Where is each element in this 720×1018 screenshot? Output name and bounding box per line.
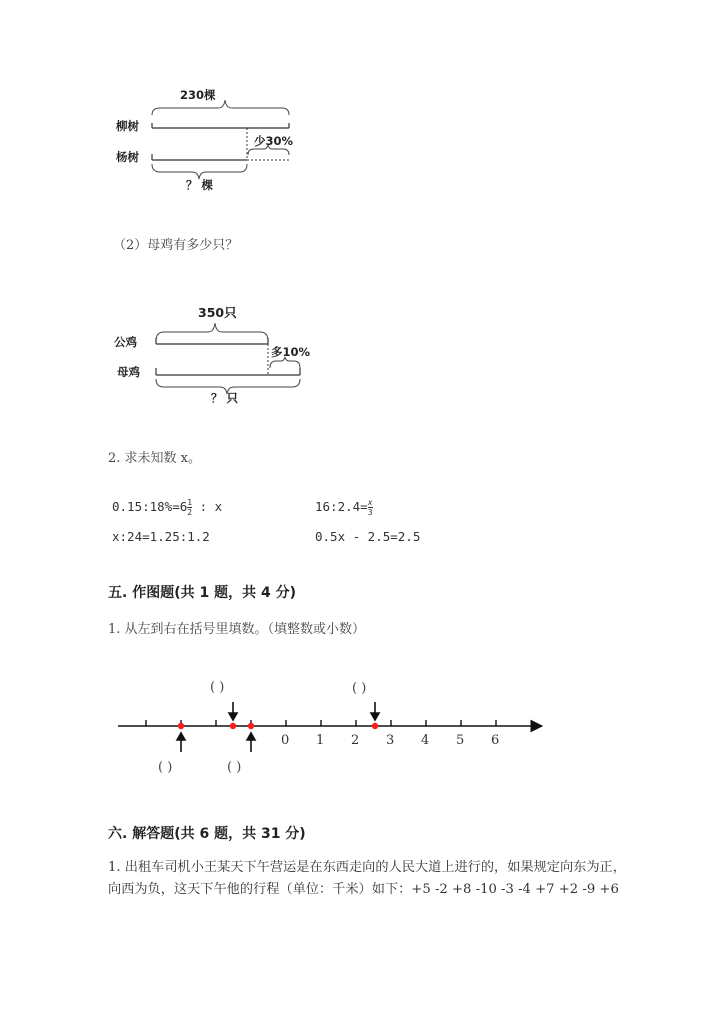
- tick-label-3: 3: [386, 733, 395, 748]
- question-2: （2）母鸡有多少只？: [113, 238, 239, 253]
- equation-3: x:24=1.25:1.2: [112, 529, 210, 544]
- equation-2-left: 16:2.4=: [315, 499, 368, 514]
- tick-label-5: 5: [456, 733, 465, 748]
- equation-2: [315, 498, 373, 517]
- ticks: [146, 720, 496, 726]
- tick-label-4: 4: [421, 733, 430, 748]
- answer-blank-bottom-left[interactable]: ( ): [158, 760, 173, 775]
- tick-label-6: 6: [491, 733, 500, 748]
- up-arrow-icons: [177, 733, 255, 752]
- question-label: ？ 只: [211, 391, 239, 405]
- down-arrow-icons: [229, 702, 379, 720]
- answer-blank-bottom-right[interactable]: ( ): [227, 760, 242, 775]
- fraction: $\frac{1}{2}$: [187, 498, 193, 517]
- answer-blank-top-left[interactable]: ( ): [210, 680, 225, 695]
- section-5-heading: 五. 作图题(共 1 题，共 4 分): [108, 585, 296, 601]
- diff-label: 多10%: [271, 345, 311, 359]
- equation-4: 0.5x - 2.5=2.5: [315, 529, 421, 544]
- unknown-title: 2. 求未知数 x。: [108, 451, 201, 466]
- equation-1-left: 0.15:18%=6: [112, 499, 188, 514]
- section-6-heading: 六. 解答题(共 6 题，共 31 分): [108, 826, 306, 842]
- question-label: ？ 棵: [186, 178, 214, 192]
- equation-1-right: : x: [192, 499, 223, 514]
- diff-label: 少30%: [254, 134, 294, 148]
- section-6-question-1: 1. 出租车司机小王某天下午营运是在东西走向的人民大道上进行的，如果规定向东为正，向西为负，这天下午他的行程（单位：千米）如下：+5 -2 +8 -10 -3 -4 +7 +2 -9 +6: [108, 860, 626, 897]
- tick-label-2: 2: [351, 733, 360, 748]
- answer-blank-top-right[interactable]: ( ): [352, 681, 367, 696]
- tick-label-1: 1: [316, 733, 325, 748]
- row-label-hens: 母鸡: [117, 365, 140, 379]
- fraction: $\frac{x}{3}$: [367, 498, 373, 517]
- total-label: 350只: [198, 305, 237, 320]
- section-5-question-1: 1. 从左到右在括号里填数。（填整数或小数）: [108, 622, 366, 637]
- row-label-roosters: 公鸡: [114, 335, 137, 349]
- total-label: 230棵: [180, 88, 216, 102]
- equation-1: [112, 498, 222, 517]
- row-label-willow: 柳树: [116, 119, 139, 133]
- row-label-poplar: 杨树: [116, 150, 139, 164]
- tick-label-0: 0: [281, 733, 290, 748]
